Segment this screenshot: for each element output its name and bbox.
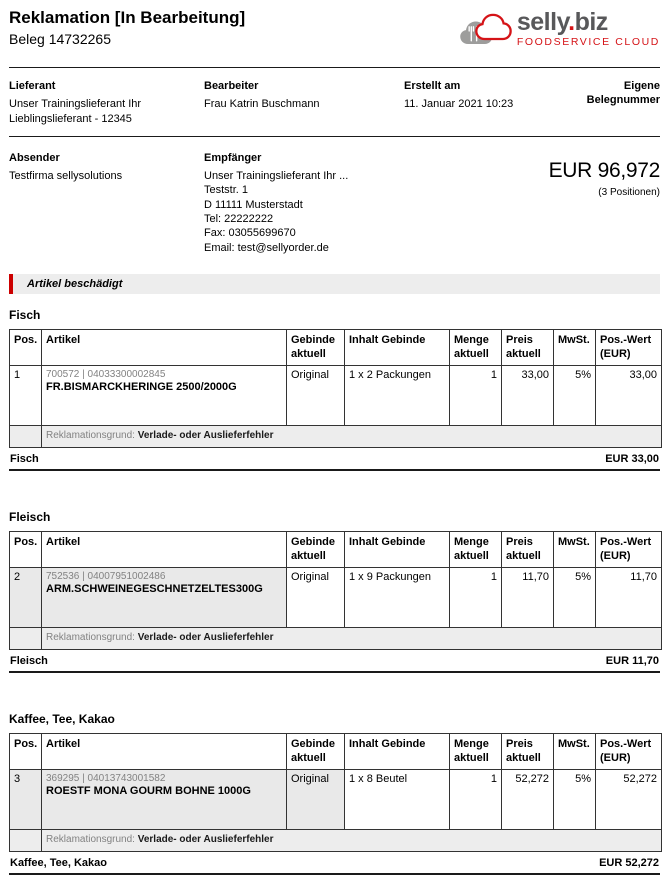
artikel-code: 752536 | 04007951002486 bbox=[46, 570, 166, 582]
cell-artikel bbox=[42, 365, 287, 425]
grund-cell bbox=[42, 627, 662, 649]
grund-pos-cell bbox=[10, 425, 42, 447]
bearbeiter-value: Frau Katrin Buschmann bbox=[204, 98, 320, 111]
col-header-mwst: MwSt. bbox=[554, 733, 596, 769]
col-header-pos: Pos. bbox=[10, 329, 42, 365]
bearbeiter-label: Bearbeiter bbox=[204, 80, 259, 92]
divider bbox=[9, 136, 660, 137]
section-footer-label: Kaffee, Tee, Kakao bbox=[10, 856, 108, 869]
section-footer-kaffee bbox=[9, 852, 660, 875]
grund-value: Verlade- oder Auslieferfehler bbox=[137, 429, 274, 441]
section-footer-total: EUR 11,70 bbox=[605, 654, 659, 667]
col-header-inhalt: Inhalt Gebinde bbox=[345, 733, 450, 769]
empfaenger-line: Tel: 22222222 bbox=[204, 213, 274, 226]
grund-value: Verlade- oder Auslieferfehler bbox=[137, 631, 274, 643]
cell-wert: 33,00 bbox=[596, 365, 662, 425]
section-footer-total: EUR 33,00 bbox=[605, 452, 659, 465]
cell-inhalt: 1 x 2 Packungen bbox=[345, 365, 450, 425]
reklamation-note-bar: Artikel beschädigt bbox=[9, 274, 660, 294]
title-block bbox=[9, 8, 245, 47]
col-header-preis: Preis aktuell bbox=[502, 329, 554, 365]
table-header-row bbox=[10, 733, 662, 769]
cell-artikel bbox=[42, 769, 287, 829]
col-header-gebinde: Gebinde aktuell bbox=[287, 733, 345, 769]
section-title-fisch: Fisch bbox=[9, 307, 41, 322]
grund-label: Reklamationsgrund: bbox=[46, 429, 135, 441]
section-footer-label: Fleisch bbox=[10, 654, 48, 667]
grund-pos-cell bbox=[10, 627, 42, 649]
empfaenger-line: Email: test@sellyorder.de bbox=[204, 241, 329, 254]
logo-wordmark bbox=[517, 10, 660, 48]
artikel-name: ROESTF MONA GOURM BOHNE 1000G bbox=[46, 784, 251, 797]
col-header-gebinde: Gebinde aktuell bbox=[287, 531, 345, 567]
cell-pos: 1 bbox=[10, 365, 42, 425]
grund-label: Reklamationsgrund: bbox=[46, 833, 135, 845]
cell-artikel bbox=[42, 567, 287, 627]
erstellt-label: Erstellt am bbox=[404, 80, 461, 92]
cell-gebinde: Original bbox=[287, 567, 345, 627]
cell-pos: 3 bbox=[10, 769, 42, 829]
cell-menge: 1 bbox=[450, 769, 502, 829]
lieferant-value: Unser Trainingslieferant Ihr Lieblingslieferant - 12345 bbox=[9, 98, 142, 125]
belegnummer-block bbox=[572, 79, 660, 126]
col-header-inhalt: Inhalt Gebinde bbox=[345, 329, 450, 365]
col-header-wert: Pos.-Wert (EUR) bbox=[596, 329, 662, 365]
cell-pos: 2 bbox=[10, 567, 42, 627]
logo-tagline: FOODSERVICE CLOUD bbox=[516, 36, 660, 48]
section-title-fleisch: Fleisch bbox=[9, 509, 51, 524]
grund-cell bbox=[42, 425, 662, 447]
total-block bbox=[454, 151, 660, 255]
total-positions: (3 Positionen) bbox=[598, 187, 660, 199]
cell-mwst: 5% bbox=[554, 365, 596, 425]
belegnummer-label: Eigene Belegnummer bbox=[586, 80, 660, 107]
col-header-artikel: Artikel bbox=[42, 329, 287, 365]
table-header-row bbox=[10, 531, 662, 567]
grund-cell bbox=[42, 829, 662, 851]
artikel-code: 369295 | 04013743001582 bbox=[46, 772, 166, 784]
section-title-kaffee: Kaffee, Tee, Kakao bbox=[9, 711, 115, 726]
col-header-mwst: MwSt. bbox=[554, 329, 596, 365]
table-row bbox=[10, 567, 662, 627]
empfaenger-line: Fax: 03055699670 bbox=[204, 227, 296, 240]
table-header-row bbox=[10, 329, 662, 365]
section-footer-total: EUR 52,272 bbox=[599, 856, 659, 869]
parties-row bbox=[9, 151, 660, 255]
meta-row bbox=[9, 79, 660, 126]
empfaenger-line: Teststr. 1 bbox=[204, 184, 249, 197]
erstellt-value: 11. Januar 2021 10:23 bbox=[404, 98, 514, 111]
empfaenger-line: D 11111 Musterstadt bbox=[204, 198, 303, 211]
selly-logo bbox=[459, 8, 660, 57]
empfaenger-block bbox=[204, 151, 454, 255]
artikel-code: 700572 | 04033300002845 bbox=[46, 368, 166, 380]
articles-table-fleisch bbox=[9, 531, 662, 650]
articles-table-fisch bbox=[9, 329, 662, 448]
section-footer-label: Fisch bbox=[10, 452, 39, 465]
col-header-artikel: Artikel bbox=[42, 733, 287, 769]
logo-name: selly.biz bbox=[516, 8, 608, 36]
lieferant-label: Lieferant bbox=[9, 80, 56, 92]
reklamationsgrund-row bbox=[10, 425, 662, 447]
cell-inhalt: 1 x 9 Packungen bbox=[345, 567, 450, 627]
document-header bbox=[9, 8, 660, 57]
absender-label: Absender bbox=[9, 151, 60, 164]
col-header-menge: Menge aktuell bbox=[450, 329, 502, 365]
col-header-inhalt: Inhalt Gebinde bbox=[345, 531, 450, 567]
page-title: Reklamation [In Bearbeitung] bbox=[9, 8, 246, 27]
empfaenger-address bbox=[204, 169, 454, 255]
cell-gebinde: Original bbox=[287, 769, 345, 829]
cloud-fork-icon bbox=[459, 10, 513, 57]
col-header-artikel: Artikel bbox=[42, 531, 287, 567]
reklamationsgrund-row bbox=[10, 627, 662, 649]
cell-inhalt: 1 x 8 Beutel bbox=[345, 769, 450, 829]
divider bbox=[9, 67, 660, 68]
articles-table-kaffee bbox=[9, 733, 662, 852]
beleg-number: Beleg 14732265 bbox=[9, 31, 111, 48]
table-row bbox=[10, 769, 662, 829]
bearbeiter-block bbox=[204, 79, 404, 126]
empfaenger-label: Empfänger bbox=[204, 151, 262, 164]
cell-mwst: 5% bbox=[554, 769, 596, 829]
section-footer-fleisch bbox=[9, 650, 660, 673]
cell-preis: 33,00 bbox=[502, 365, 554, 425]
artikel-name: ARM.SCHWEINEGESCHNETZELTES300G bbox=[46, 582, 263, 595]
col-header-wert: Pos.-Wert (EUR) bbox=[596, 733, 662, 769]
table-row bbox=[10, 365, 662, 425]
col-header-mwst: MwSt. bbox=[554, 531, 596, 567]
total-amount: EUR 96,972 bbox=[548, 158, 660, 182]
grund-value: Verlade- oder Auslieferfehler bbox=[137, 833, 274, 845]
cell-menge: 1 bbox=[450, 567, 502, 627]
col-header-menge: Menge aktuell bbox=[450, 531, 502, 567]
col-header-preis: Preis aktuell bbox=[502, 531, 554, 567]
cell-mwst: 5% bbox=[554, 567, 596, 627]
col-header-pos: Pos. bbox=[10, 733, 42, 769]
cell-gebinde: Original bbox=[287, 365, 345, 425]
reklamationsgrund-row bbox=[10, 829, 662, 851]
grund-label: Reklamationsgrund: bbox=[46, 631, 135, 643]
absender-block bbox=[9, 151, 204, 255]
col-header-menge: Menge aktuell bbox=[450, 733, 502, 769]
erstellt-block bbox=[404, 79, 572, 126]
artikel-name: FR.BISMARCKHERINGE 2500/2000G bbox=[46, 380, 237, 393]
cell-wert: 52,272 bbox=[596, 769, 662, 829]
cell-preis: 11,70 bbox=[502, 567, 554, 627]
col-header-gebinde: Gebinde aktuell bbox=[287, 329, 345, 365]
col-header-pos: Pos. bbox=[10, 531, 42, 567]
col-header-wert: Pos.-Wert (EUR) bbox=[596, 531, 662, 567]
grund-pos-cell bbox=[10, 829, 42, 851]
logo-dot: . bbox=[568, 8, 575, 36]
cell-preis: 52,272 bbox=[502, 769, 554, 829]
cell-menge: 1 bbox=[450, 365, 502, 425]
lieferant-block bbox=[9, 79, 204, 126]
cell-wert: 11,70 bbox=[596, 567, 662, 627]
col-header-preis: Preis aktuell bbox=[502, 733, 554, 769]
empfaenger-line: Unser Trainingslieferant Ihr ... bbox=[204, 170, 349, 183]
section-footer-fisch bbox=[9, 448, 660, 471]
absender-value: Testfirma sellysolutions bbox=[9, 170, 123, 183]
